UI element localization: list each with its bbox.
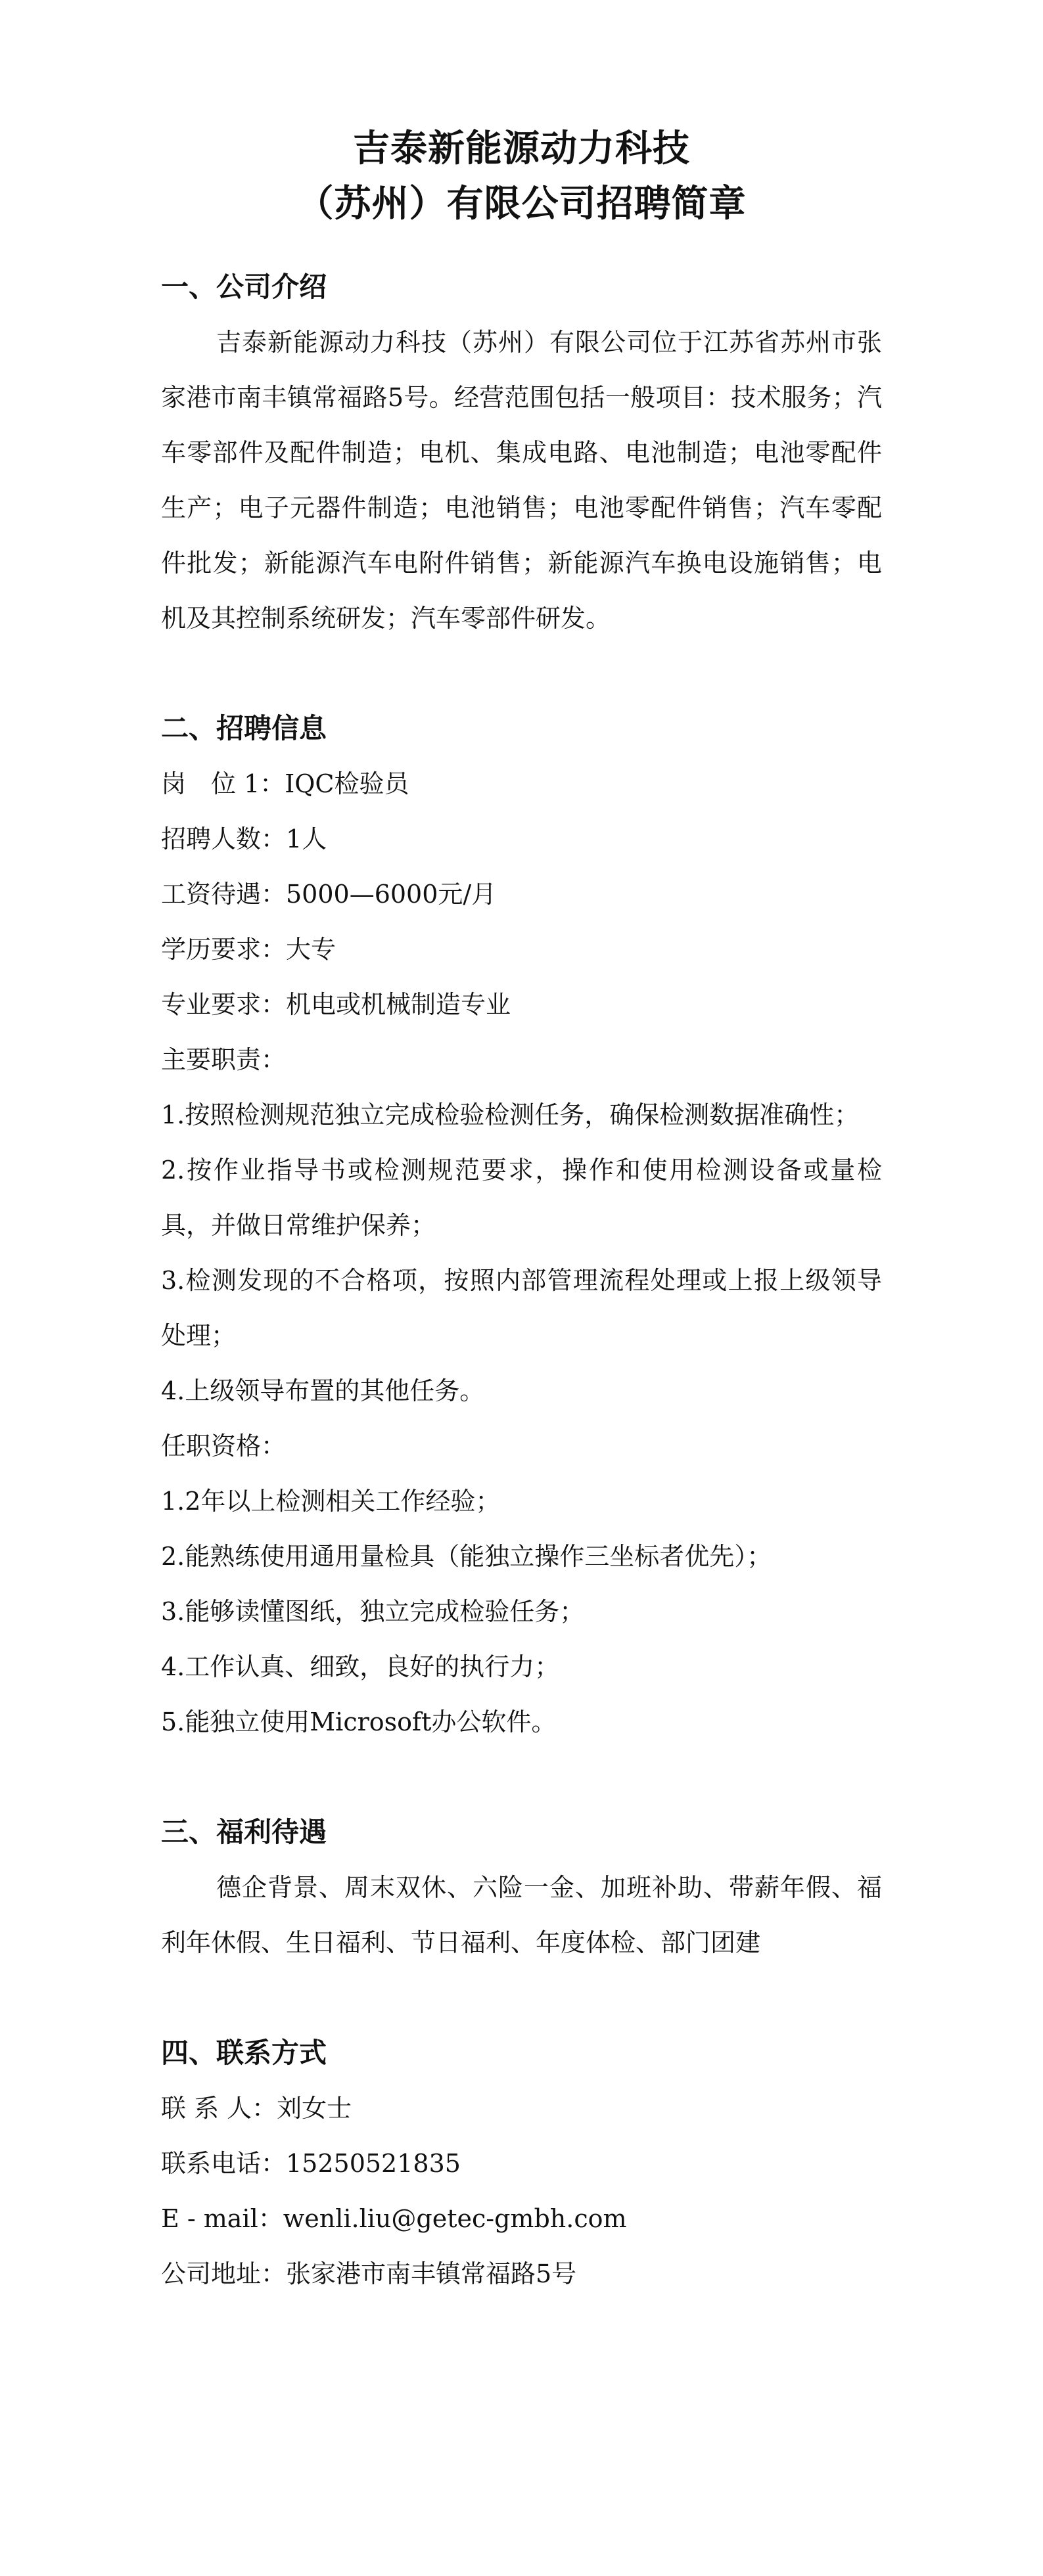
- contact-address: 公司地址：张家港市南丰镇常福路5号: [161, 2259, 577, 2288]
- qualification-item: 3.能够读懂图纸，独立完成检验任务；: [161, 1597, 585, 1626]
- duty-item: 1.按照检测规范独立完成检验检测任务，确保检测数据准确性；: [161, 1100, 860, 1129]
- qualifications-heading: 任职资格：: [161, 1432, 287, 1460]
- qualification-item: 2.能熟练使用通用量检具（能独立操作三坐标者优先）；: [161, 1542, 772, 1571]
- section-heading-contact: 四、联系方式: [161, 2037, 327, 2069]
- section-heading-recruit: 二、招聘信息: [161, 712, 327, 744]
- duty-item: 3.检测发现的不合格项，按照内部管理流程处理或上报上级领导处理；: [161, 1266, 882, 1350]
- title-line-2: （苏州）有限公司招聘简章: [296, 183, 747, 225]
- section-benefits: [161, 1805, 882, 1970]
- document-title: [161, 122, 882, 232]
- duties-heading: 主要职责：: [161, 1045, 287, 1074]
- field-education: 学历要求：大专: [161, 935, 336, 964]
- section-company-intro: [161, 260, 882, 646]
- qualification-item: 5.能独立使用Microsoft办公软件。: [161, 1707, 557, 1736]
- field-major: 专业要求：机电或机械制造专业: [161, 990, 511, 1019]
- duty-item: 2.按作业指导书或检测规范要求，操作和使用检测设备或量检具，并做日常维护保养；: [161, 1156, 882, 1240]
- field-headcount: 招聘人数：1人: [161, 825, 327, 853]
- field-position: 岗 位 1：IQC检验员: [161, 769, 409, 798]
- intro-paragraph: 吉泰新能源动力科技（苏州）有限公司位于江苏省苏州市张家港市南丰镇常福路5号。经营范围包括一般项目：技术服务；汽车零部件及配件制造；电机、集成电路、电池制造；电池零配件生产；电子元器件制造；电池销售；电池零配件销售；汽车零配件批发；新能源汽车电附件销售；新能源汽车换电设施销售；电机及其控制系统研发；汽车零部件研发。: [161, 328, 882, 633]
- field-salary: 工资待遇：5000—6000元/月: [161, 880, 497, 909]
- section-recruitment-info: [161, 701, 882, 1750]
- benefits-paragraph: 德企背景、周末双休、六险一金、加班补助、带薪年假、福利年休假、生日福利、节日福利、年度体检、部门团建: [161, 1873, 882, 1957]
- section-contact: [161, 2025, 882, 2301]
- contact-person: 联 系 人：刘女士: [161, 2094, 352, 2123]
- contact-phone: 联系电话：15250521835: [161, 2149, 461, 2178]
- qualification-item: 1.2年以上检测相关工作经验；: [161, 1487, 501, 1516]
- title-line-1: 吉泰新能源动力科技: [353, 127, 690, 170]
- contact-email: E - mail：wenli.liu@getec-gmbh.com: [161, 2204, 627, 2233]
- section-heading-benefits: 三、福利待遇: [161, 1816, 327, 1848]
- duty-item: 4.上级领导布置的其他任务。: [161, 1376, 485, 1405]
- qualification-item: 4.工作认真、细致，良好的执行力；: [161, 1652, 560, 1681]
- section-heading-intro: 一、公司介绍: [161, 271, 327, 303]
